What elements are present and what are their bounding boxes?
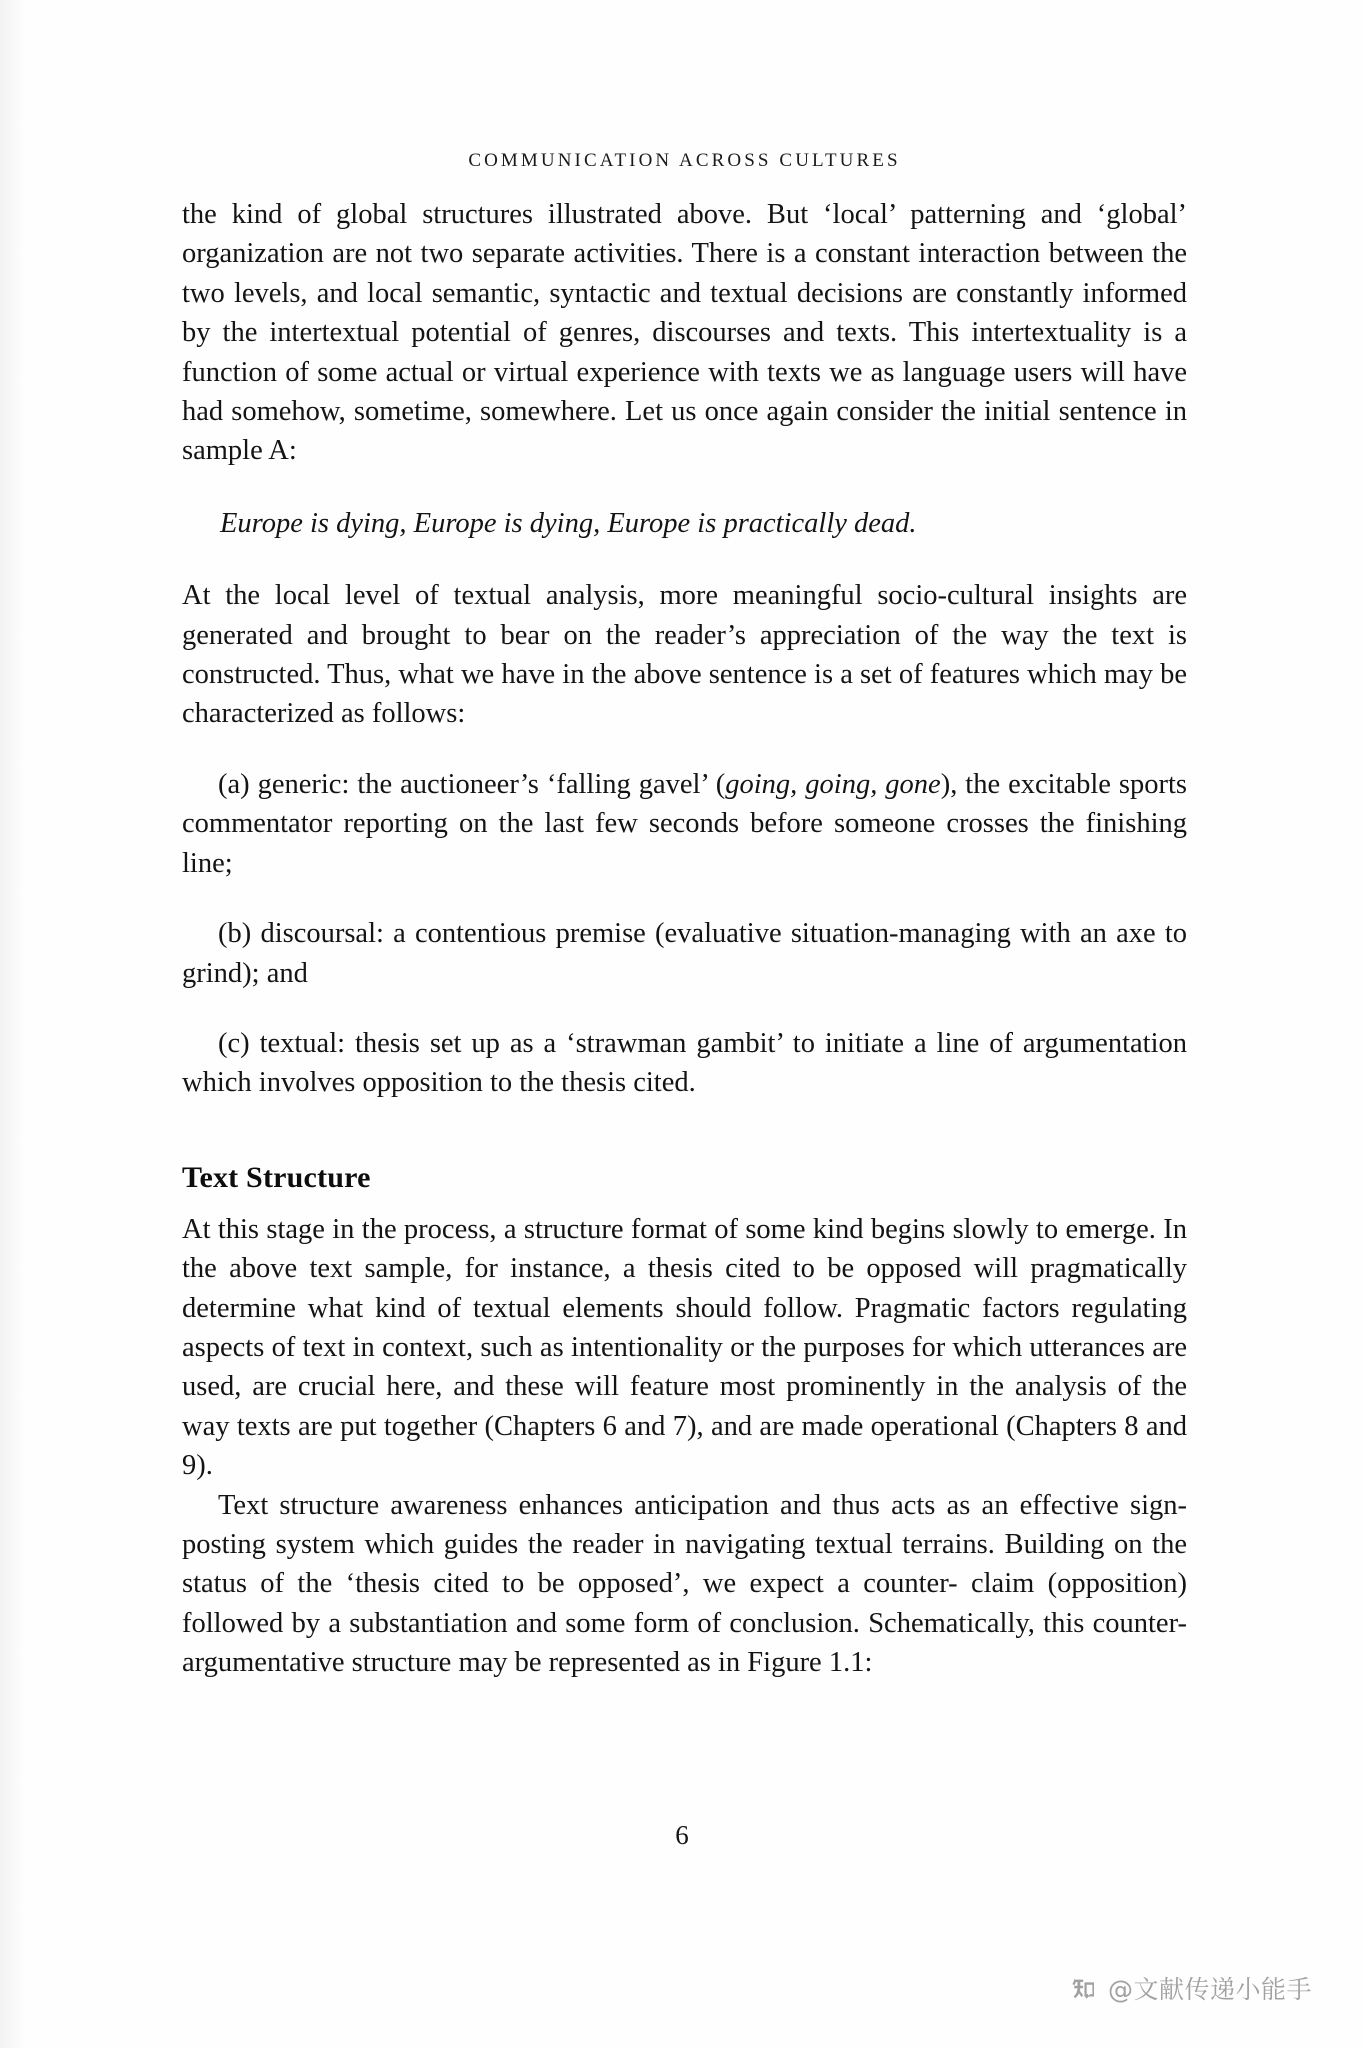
list-item-a-prefix: (a) generic: the auctioneer’s ‘falling gavel’ ( [218,768,726,800]
paragraph-continuation: the kind of global structures illustrated above. But ‘local’ patterning and ‘global’ organization are not two separate activities. There is a constant interaction between the two levels, and local semantic, syntactic and textual decisions are constantly informed by the intertextual potential of genres, discourses and texts. This intertextuality is a function of some actual or virtual experience with texts we as language users will have had somehow, sometime, somewhere. Let us once again consider the initial sentence in sample A: [182,199,1187,467]
paragraph-structure-format: At this stage in the process, a structure format of some kind begins slowly to emerge. In the above text sample, for instance, a thesis cited to be opposed will pragmatically determine what kind of textual elements should follow. Pragmatic factors regulating aspects of text in context, such as intentionality or the purposes for which utterances are used, are crucial here, and these will feature most prominently in the analysis of the way texts are put together (Chapters 6 and 7), and are made operational (Chapters 8 and 9). [182,1213,1187,1482]
list-item-a-suffix: ), the excitable sports commentator reporting on the last few seconds before someone crosses the finishing line; [182,768,1187,879]
display-quote-sample-a: Europe is dying, Europe is dying, Europe is practically dead. [220,507,917,539]
paragraph-text-structure-awareness: Text structure awareness enhances anticipation and thus acts as an effective sign-posting system which guides the reader in navigating textual terrains. Building on the status of the ‘thesis cited to be opposed’, we expect a counter- claim (opposition) followed by a substantiation and some form of conclusion. Schematically, this counter-argumentative structure may be represented as in Figure 1.1: [182,1489,1187,1679]
page-number: 6 [675,1820,689,1850]
watermark [1067,1970,1312,2006]
watermark-handle: @文献传递小能手 [1107,1975,1312,2004]
paragraph-local-level-analysis: At the local level of textual analysis, more meaningful socio-cultural insights are generated and brought to bear on the reader’s appreciation of the way the text is constructed. Thus, what we have in the above sentence is a set of features which may be characterized as follows: [182,580,1187,730]
list-item-c: (c) textual: thesis set up as a ‘strawman gambit’ to initiate a line of argumentation which involves opposition to the thesis cited. [182,1027,1187,1099]
list-item-a [182,765,1187,883]
section-heading-text-structure: Text Structure [182,1160,371,1194]
running-head: COMMUNICATION ACROSS CULTURES [468,150,901,171]
list-item-b: (b) discoursal: a contentious premise (evaluative situation-managing with an axe to grind); and [182,918,1187,989]
zhihu-logo-icon [1067,1973,1097,2003]
page-content-column [182,0,1187,1683]
list-item-a-italic-phrase: going, going, gone [725,768,941,800]
page-edge-shading [0,0,26,2048]
